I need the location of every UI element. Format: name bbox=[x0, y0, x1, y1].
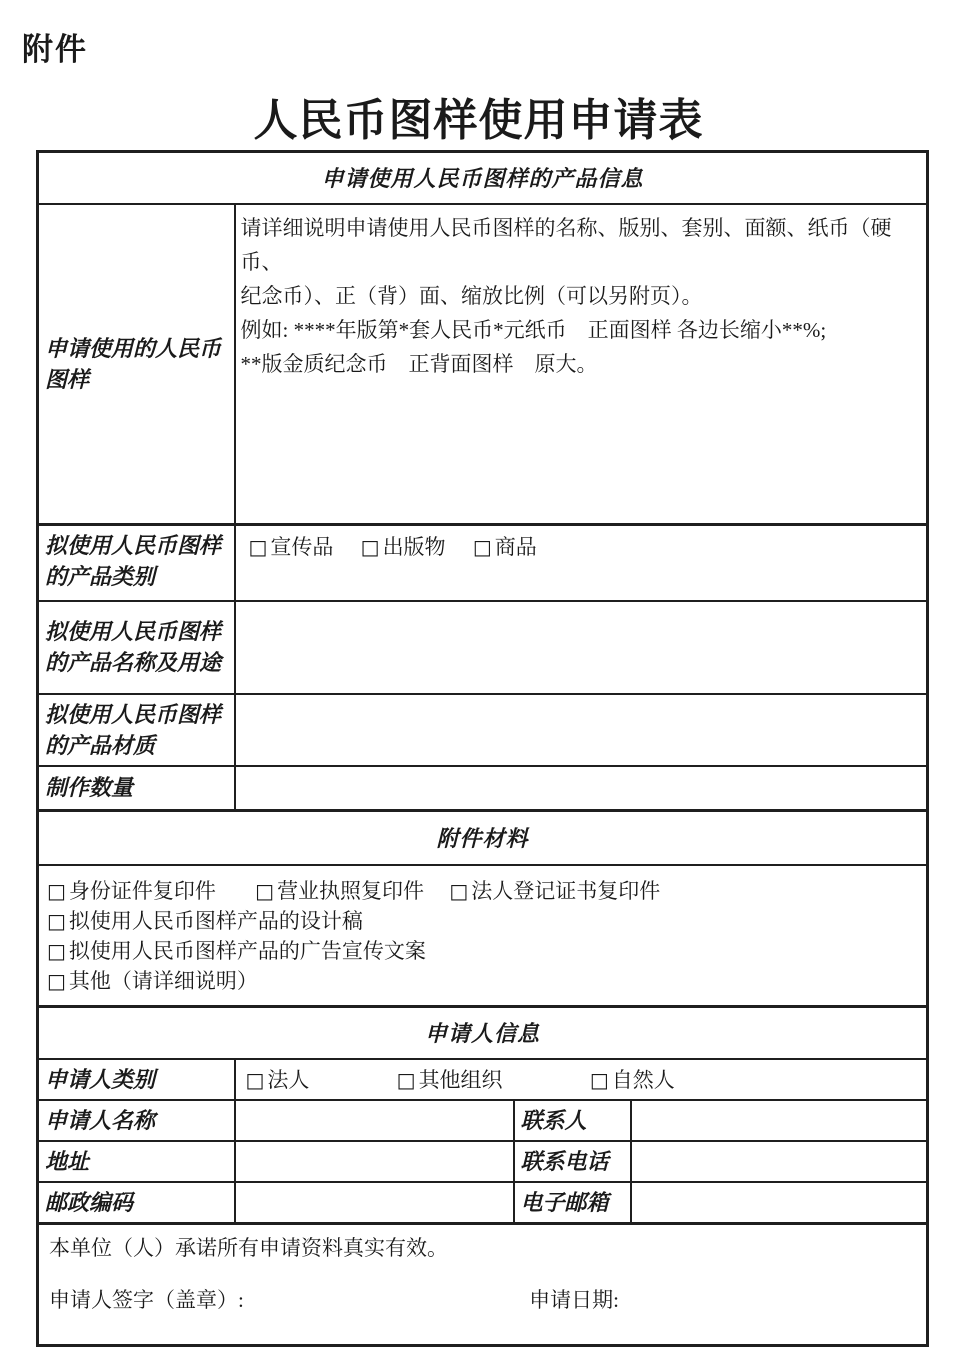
checkbox-label: 法人 bbox=[267, 1068, 310, 1092]
applicant-type-options-cell bbox=[235, 1059, 928, 1100]
pattern-instruction-line1: 请详细说明申请使用人民币图样的名称、版别、套别、面额、纸币（硬币、 bbox=[240, 215, 892, 274]
email-label: 电子邮箱 bbox=[514, 1182, 631, 1224]
checkbox-icon: □ bbox=[248, 535, 268, 559]
signature-row bbox=[49, 1285, 916, 1315]
checkbox-icon: □ bbox=[47, 938, 66, 963]
attachment-row bbox=[47, 906, 918, 936]
applicant-name-value-cell[interactable] bbox=[235, 1100, 514, 1141]
checkbox-label: 身份证件复印件 bbox=[68, 878, 216, 903]
checkbox-item-publication[interactable] bbox=[361, 531, 446, 561]
checkbox-label: 出版物 bbox=[382, 535, 446, 559]
checkbox-icon: □ bbox=[360, 535, 380, 559]
checkbox-item-design-draft[interactable] bbox=[47, 906, 363, 936]
attachment-row bbox=[47, 936, 918, 966]
checkbox-item-business-license-copy[interactable] bbox=[255, 876, 424, 906]
attachment-materials-section-header: 附件材料 bbox=[38, 811, 928, 865]
product-info-section-header: 申请使用人民币图样的产品信息 bbox=[38, 152, 928, 204]
checkbox-icon: □ bbox=[589, 1068, 609, 1092]
phone-label: 联系电话 bbox=[514, 1141, 631, 1182]
contact-person-value-cell[interactable] bbox=[631, 1100, 928, 1141]
checkbox-label: 宣传品 bbox=[270, 535, 334, 559]
pattern-instruction-line2: 纪念币）、正（背）面、缩放比例（可以另附页）。 bbox=[240, 283, 703, 308]
checkbox-icon: □ bbox=[255, 878, 275, 903]
address-label: 地址 bbox=[38, 1141, 235, 1182]
checkbox-icon: □ bbox=[47, 968, 66, 993]
postcode-label: 邮政编码 bbox=[38, 1182, 235, 1224]
pattern-label: 申请使用的人民币图样 bbox=[38, 204, 235, 525]
attachment-row bbox=[47, 876, 918, 906]
checkbox-label: 其他组织 bbox=[418, 1068, 503, 1092]
address-value-cell[interactable] bbox=[235, 1141, 514, 1182]
checkbox-item-other-organization[interactable] bbox=[397, 1064, 503, 1094]
checkbox-item-promotional[interactable] bbox=[249, 531, 334, 561]
product-material-label: 拟使用人民币图样的产品材质 bbox=[38, 694, 235, 766]
checkbox-icon: □ bbox=[47, 878, 66, 903]
product-name-use-value-cell[interactable] bbox=[235, 601, 928, 694]
declaration-cell bbox=[38, 1223, 928, 1345]
checkbox-label: 拟使用人民币图样产品的设计稿 bbox=[68, 908, 363, 933]
checkbox-label: 商品 bbox=[494, 535, 537, 559]
product-material-value-cell[interactable] bbox=[235, 694, 928, 766]
application-date-label: 申请日期: bbox=[529, 1287, 619, 1312]
checkbox-item-identity-copy[interactable] bbox=[47, 876, 216, 906]
email-value-cell[interactable] bbox=[631, 1182, 928, 1224]
product-name-use-label: 拟使用人民币图样的产品名称及用途 bbox=[38, 601, 235, 694]
quantity-value-cell[interactable] bbox=[235, 766, 928, 811]
checkbox-icon: □ bbox=[245, 1068, 265, 1092]
checkbox-item-other[interactable] bbox=[47, 966, 258, 996]
checkbox-label: 法人登记证书复印件 bbox=[471, 878, 661, 903]
pattern-example-line2: **版金质纪念币 正背面图样 原大。 bbox=[240, 351, 598, 376]
checkbox-label: 拟使用人民币图样产品的广告宣传文案 bbox=[68, 938, 426, 963]
application-form-table bbox=[36, 150, 929, 1347]
page-title: 人民币图样使用申请表 bbox=[253, 96, 704, 145]
attachment-materials-cell bbox=[38, 865, 928, 1007]
checkbox-item-ad-copywriting[interactable] bbox=[47, 936, 426, 966]
pattern-value-cell[interactable] bbox=[235, 204, 928, 525]
checkbox-item-natural-person[interactable] bbox=[590, 1064, 675, 1094]
signature-label: 申请人签字（盖章）: bbox=[49, 1287, 244, 1312]
checkbox-icon: □ bbox=[449, 878, 469, 903]
declaration-statement: 本单位（人）承诺所有申请资料真实有效。 bbox=[49, 1235, 448, 1260]
checkbox-label: 其他（请详细说明） bbox=[68, 968, 258, 993]
attachment-note: 附件 bbox=[22, 32, 88, 67]
checkbox-icon: □ bbox=[47, 908, 66, 933]
product-category-options-cell bbox=[235, 525, 928, 601]
attachment-row bbox=[47, 966, 918, 996]
pattern-example-line1: 例如: ****年版第*套人民币*元纸币 正面图样 各边长缩小**%; bbox=[240, 317, 827, 342]
phone-value-cell[interactable] bbox=[631, 1141, 928, 1182]
checkbox-item-merchandise[interactable] bbox=[473, 531, 537, 561]
postcode-value-cell[interactable] bbox=[235, 1182, 514, 1224]
checkbox-label: 营业执照复印件 bbox=[277, 878, 425, 903]
checkbox-icon: □ bbox=[396, 1068, 416, 1092]
applicant-info-section-header: 申请人信息 bbox=[38, 1007, 928, 1059]
checkbox-item-legal-person-cert-copy[interactable] bbox=[449, 876, 660, 906]
applicant-name-label: 申请人名称 bbox=[38, 1100, 235, 1141]
applicant-type-label: 申请人类别 bbox=[38, 1059, 235, 1100]
checkbox-label: 自然人 bbox=[611, 1068, 675, 1092]
checkbox-icon: □ bbox=[472, 535, 492, 559]
checkbox-item-legal-person[interactable] bbox=[246, 1064, 310, 1094]
contact-person-label: 联系人 bbox=[514, 1100, 631, 1141]
quantity-label: 制作数量 bbox=[38, 766, 235, 811]
product-category-label: 拟使用人民币图样的产品类别 bbox=[38, 525, 235, 601]
